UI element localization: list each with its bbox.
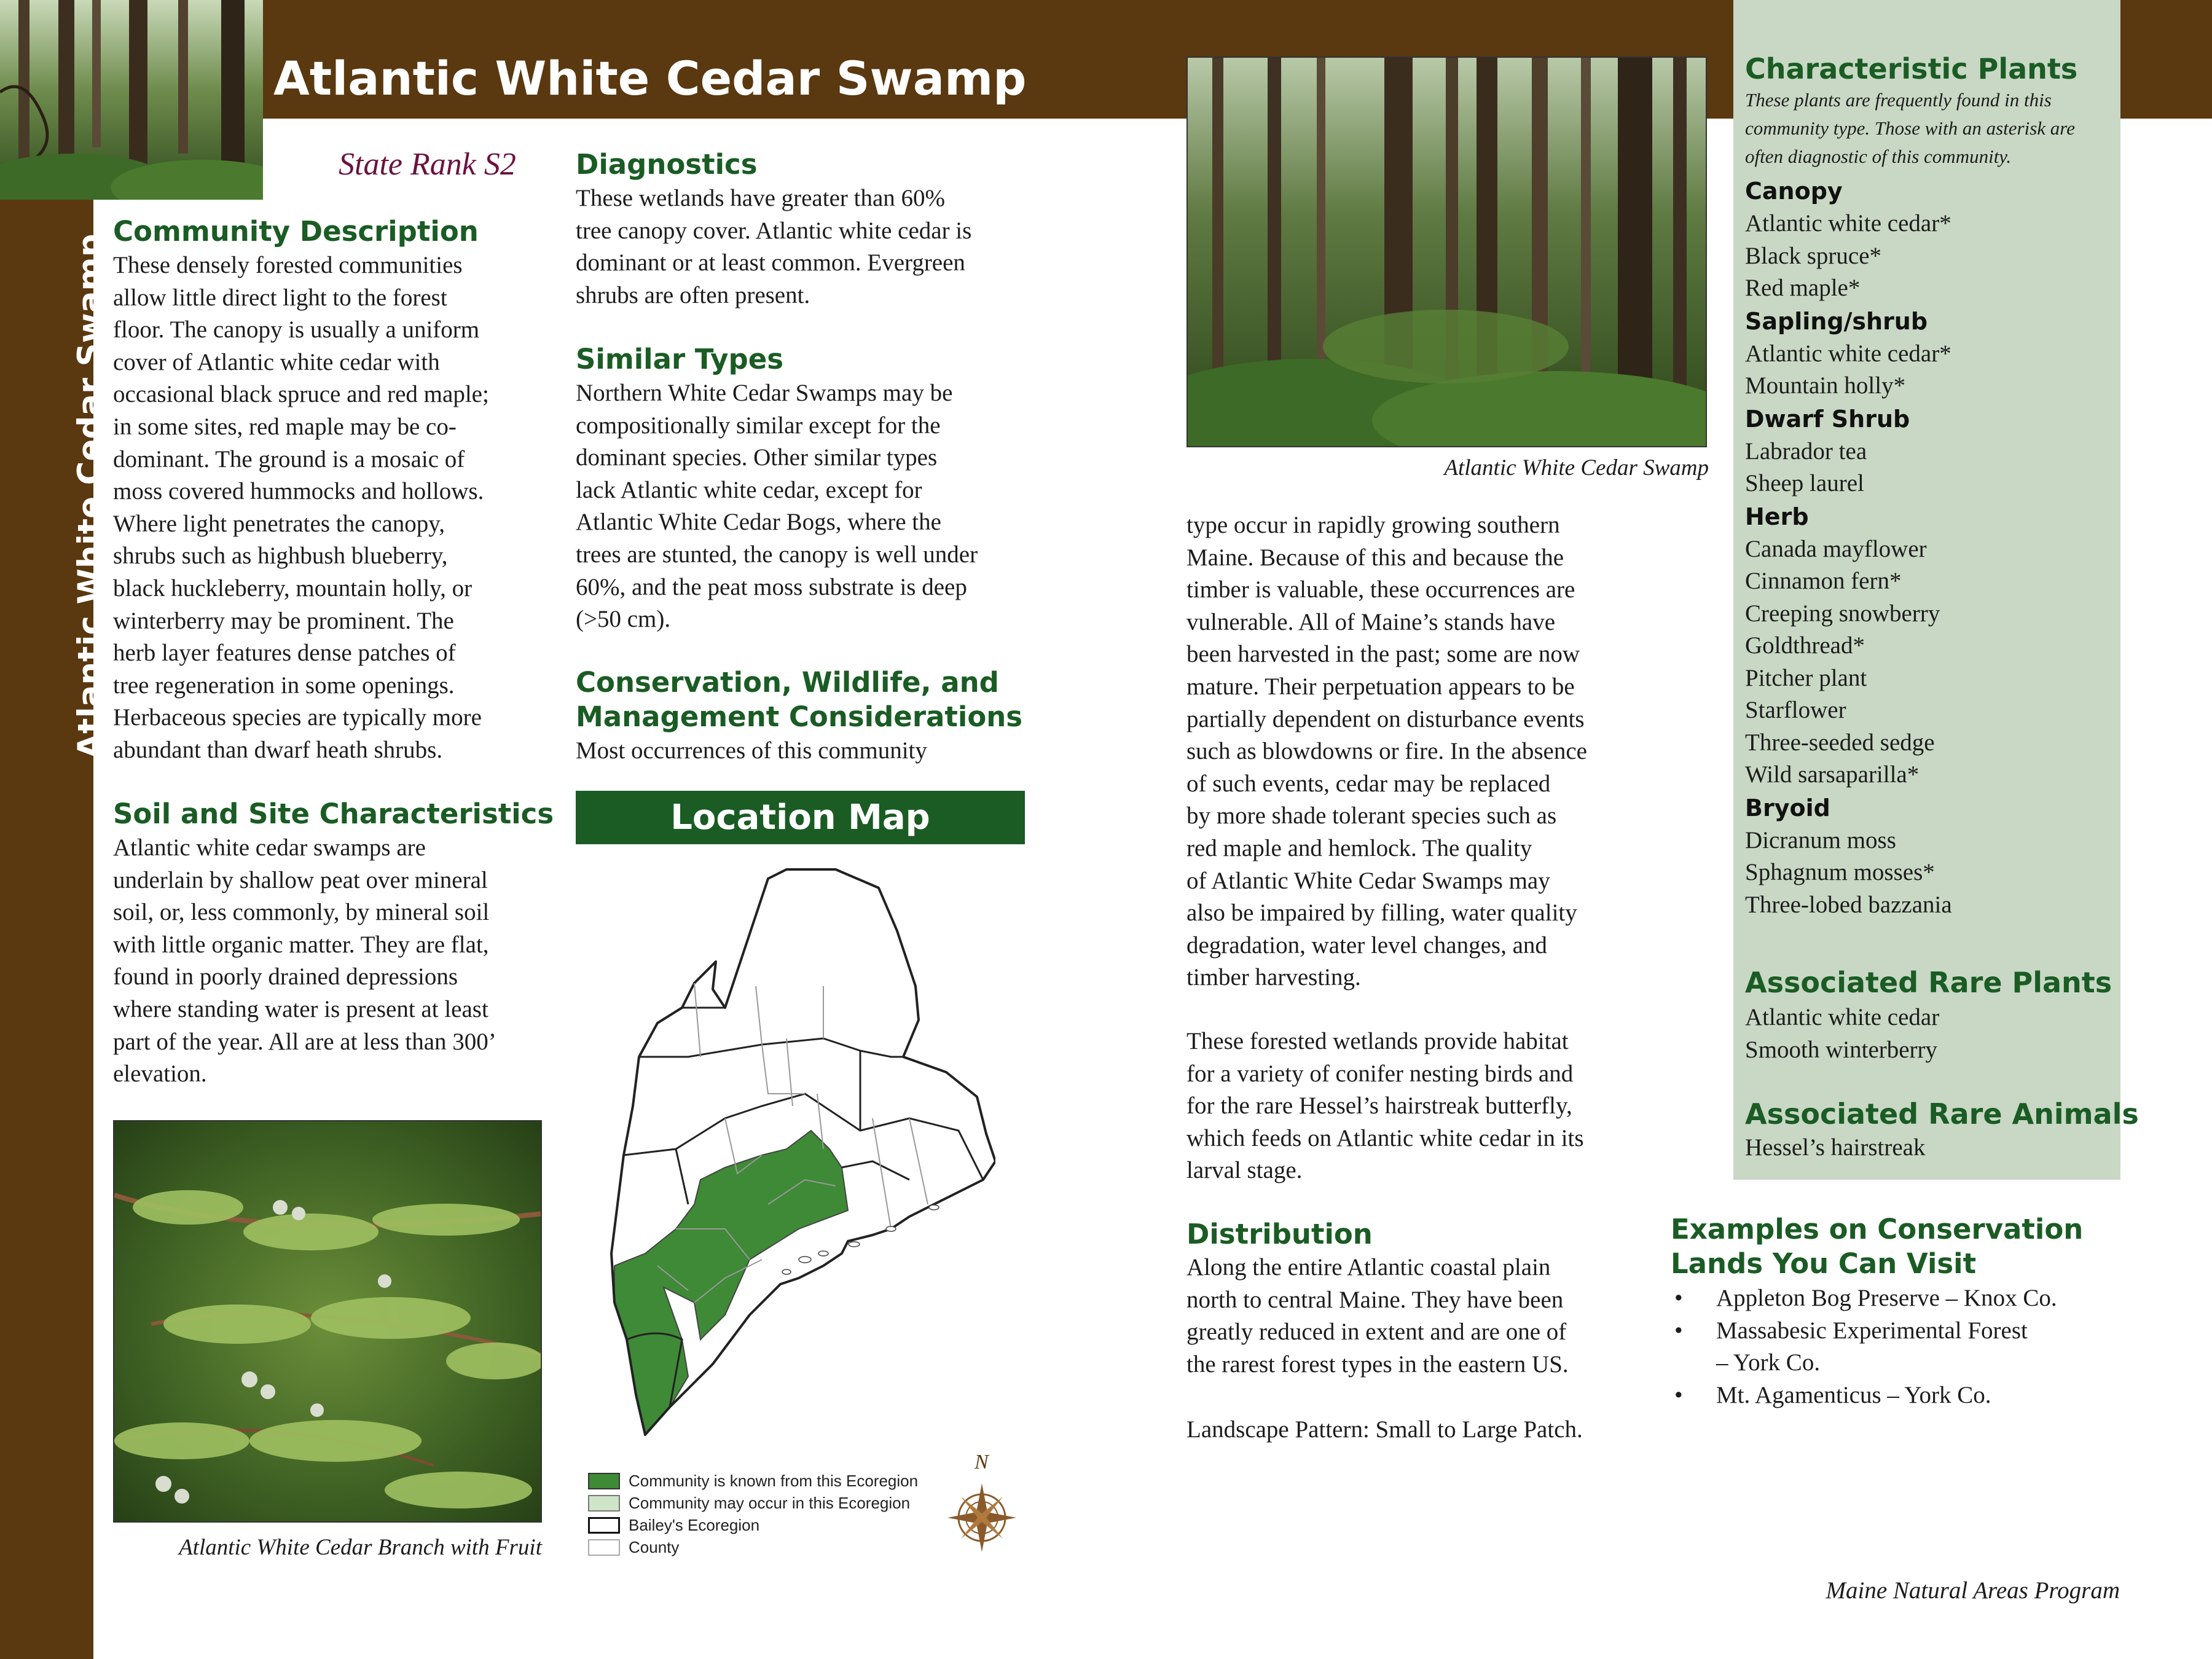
plant-groups	[1745, 175, 2114, 921]
community-text: These densely forested communities allow little direct light to the forest floor. The canopy is usually a uniform cover of Atlantic white cedar with occasional black spruce and red maple; in some sites, red maple may be co- dominant. The ground is a mosaic of moss covered hummocks and hollows. Where light penetrates the canopy, shrubs such as highbush blueberry, black huckleberry, mountain holly, or winterberry may be prominent. The herb layer features dense patches of tree regeneration in some openings. Herbaceous species are typically more abundant than dwarf heath shrubs.	[113, 252, 489, 763]
plant-item: Sheep laurel	[1745, 470, 1864, 496]
group-title-dwarf-shrub: Dwarf Shrub	[1745, 405, 1910, 433]
side-label: Atlantic White Cedar Swamp	[71, 233, 109, 759]
examples-list-wrapper	[1671, 1282, 2156, 1411]
swamp-forest-photo	[1186, 57, 1707, 447]
plant-item: Dicranum moss	[1745, 826, 1896, 853]
compass-icon	[939, 1453, 1025, 1558]
conservation-continued-text: type occur in rapidly growing southern Maine. Because of this and because the timber is valuable, these occurrences are vulnerable. All of Maine’s stands have been harvested in the past; some are now mature. Their perpetuation appears to be partially dependent on disturbance events such as blowdowns or fire. In the absence of such events, cedar may be replaced by more shade tolerant species such as red maple and hemlock. The quality of Atlantic White Cedar Swamps may also be impaired by filling, water quality degradation, water level changes, and timber harvesting.	[1186, 512, 1587, 991]
distribution-heading: Distribution	[1186, 1218, 1373, 1250]
plant-item: Sphagnum mosses*	[1745, 859, 1935, 885]
location-map-heading-label: Location Map	[670, 798, 930, 837]
plant-item: Red maple*	[1745, 275, 1861, 301]
legend-swatch-known	[588, 1473, 620, 1489]
swamp-forest-caption: Atlantic White Cedar Swamp	[1444, 455, 1709, 480]
rare-plant-item: Atlantic white cedar	[1745, 1004, 1940, 1030]
soil-text: Atlantic white cedar swamps are underlain by shallow peat over mineral soil, or, less commonly, by mineral soil with little organic matter. They are flat, found in poorly drained depressions where standing water is present at least part of the year. All are at less than 300’ elevation.	[113, 834, 496, 1088]
community-heading: Community Description	[113, 215, 479, 248]
page-title: Atlantic White Cedar Swamp	[273, 51, 1027, 106]
header-forest-photo	[0, 0, 263, 200]
group-title-canopy: Canopy	[1745, 178, 1843, 205]
soil-heading: Soil and Site Characteristics	[113, 798, 554, 830]
similar-types-heading: Similar Types	[576, 343, 784, 375]
compass-north-letter: N	[975, 1451, 989, 1473]
rare-plant-item: Smooth winterberry	[1745, 1036, 1938, 1063]
legend-may-occur	[588, 1492, 910, 1514]
conservation-text: Most occurrences of this community	[576, 737, 927, 764]
rare-plants-heading: Associated Rare Plants	[1745, 966, 2112, 999]
legend-swatch-county	[588, 1539, 620, 1556]
conservation-heading: Conservation, Wildlife, and Management Considerations	[576, 666, 1023, 733]
legend-label-ecoregion: Bailey's Ecoregion	[629, 1515, 760, 1534]
legend-label-county: County	[629, 1537, 680, 1556]
distribution-text: Along the entire Atlantic coastal plain north to central Maine. They have been greatly reduced in extent and are one of the rarest forest types in the eastern US.	[1186, 1254, 1569, 1378]
plant-item: Black spruce*	[1745, 242, 1882, 269]
similar-types-text: Northern White Cedar Swamps may be compositionally similar except for the dominant species. Other similar types lack Atlantic white cedar, except for Atlantic White Cedar Bogs, where the trees are stunted, the canopy is well under 60%, and the peat moss substrate is deep (>50 cm).	[576, 380, 978, 633]
examples-list	[1671, 1282, 2156, 1411]
legend-swatch-ecoregion	[588, 1517, 620, 1534]
legend-ecoregion	[588, 1514, 759, 1536]
plant-item: Atlantic white cedar*	[1745, 210, 1951, 237]
rare-plants-list	[1745, 1002, 2114, 1066]
plant-item: Mountain holly*	[1745, 372, 1906, 399]
characteristic-plants-intro: These plants are frequently found in this community type. Those with an asterisk are often diagnostic of this community.	[1745, 89, 2075, 167]
plant-item: Canada mayflower	[1745, 535, 1927, 562]
plant-item: Starflower	[1745, 697, 1846, 723]
plant-item: Creeping snowberry	[1745, 600, 1940, 627]
cedar-branch-caption: Atlantic White Cedar Branch with Fruit	[179, 1535, 542, 1560]
legend-label-may-occur: Community may occur in this Ecoregion	[629, 1493, 911, 1512]
footer-credit: Maine Natural Areas Program	[1826, 1577, 2120, 1604]
rare-animal-item: Hessel’s hairstreak	[1745, 1134, 1926, 1161]
plant-item: Three-lobed bazzania	[1745, 891, 1952, 918]
group-title-bryoid: Bryoid	[1745, 794, 1830, 822]
diagnostics-text: These wetlands have greater than 60% tree canopy cover. Atlantic white cedar is dominant or at least common. Evergreen shrubs are often present.	[576, 185, 972, 308]
examples-heading: Examples on Conservation Lands You Can Visit	[1671, 1213, 2084, 1280]
group-title-sapling-shrub: Sapling/shrub	[1745, 307, 1928, 335]
plant-item: Goldthread*	[1745, 632, 1865, 659]
legend-known	[588, 1470, 918, 1492]
state-rank: State Rank S2	[339, 147, 516, 182]
example-item: • Massabesic Experimental Forest – York Co.	[1671, 1315, 2156, 1379]
map-legend	[588, 1470, 981, 1562]
plant-item: Wild sarsaparilla*	[1745, 761, 1920, 788]
characteristic-plants-heading: Characteristic Plants	[1745, 52, 2078, 85]
cedar-branch-photo	[113, 1120, 542, 1523]
plant-item: Pitcher plant	[1745, 664, 1867, 691]
landscape-pattern-text: Landscape Pattern: Small to Large Patch.	[1186, 1416, 1583, 1443]
rare-animals-list	[1745, 1132, 2114, 1164]
example-item: • Mt. Agamenticus – York Co.	[1671, 1379, 2156, 1412]
legend-swatch-may-occur	[588, 1495, 620, 1512]
example-item: • Appleton Bog Preserve – Knox Co.	[1671, 1282, 2156, 1315]
rare-animals-heading: Associated Rare Animals	[1745, 1097, 2139, 1131]
plant-item: Labrador tea	[1745, 437, 1867, 465]
diagnostics-heading: Diagnostics	[576, 148, 758, 181]
plant-item: Cinnamon fern*	[1745, 568, 1902, 594]
group-title-herb: Herb	[1745, 503, 1809, 530]
legend-county	[588, 1536, 679, 1558]
legend-label-known: Community is known from this Ecoregion	[629, 1471, 919, 1490]
location-map	[602, 860, 995, 1450]
plant-item: Atlantic white cedar*	[1745, 340, 1951, 367]
location-map-heading	[576, 791, 1025, 844]
habitat-text: These forested wetlands provide habitat for a variety of conifer nesting birds and for the rare Hessel’s hairstreak butterfly, which feeds on Atlantic white cedar in its larval stage.	[1186, 1028, 1584, 1184]
plant-item: Three-seeded sedge	[1745, 729, 1935, 756]
